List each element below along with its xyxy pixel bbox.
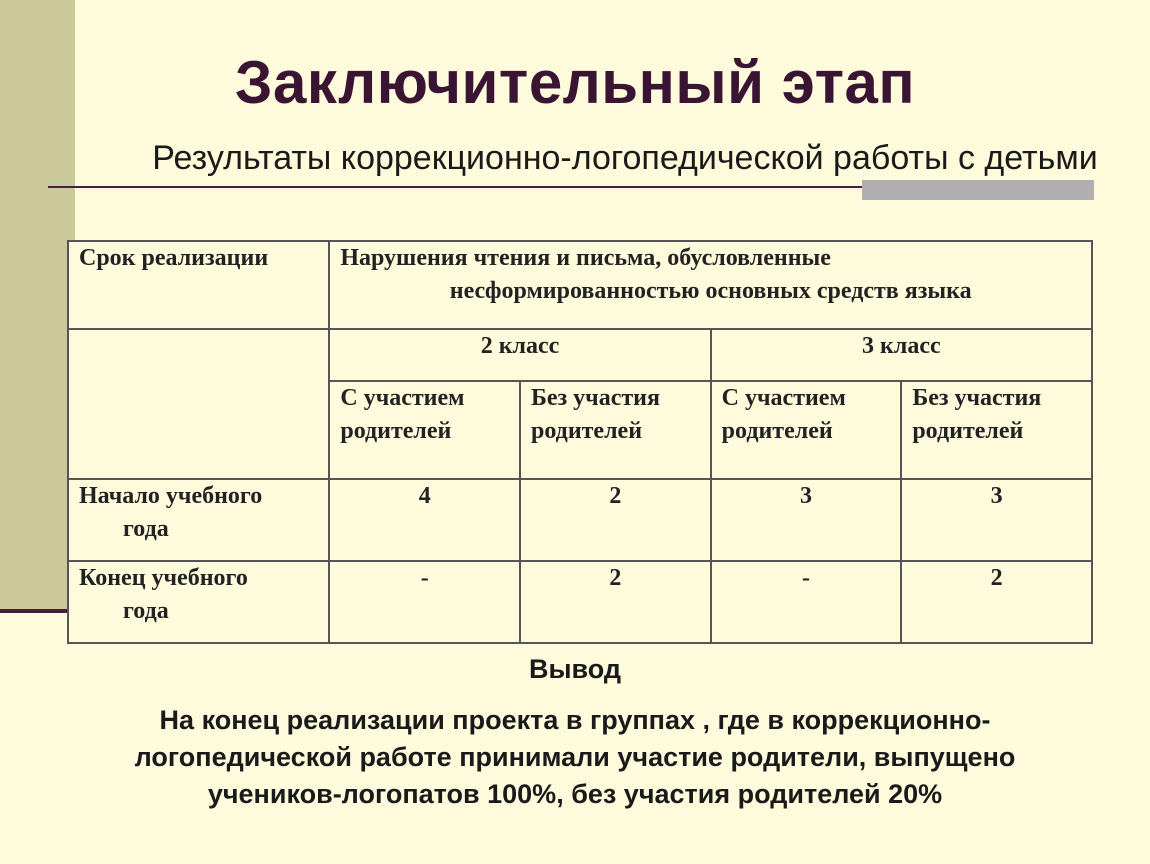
row-label-line1: Начало учебного — [79, 483, 263, 509]
value-cell: 2 — [520, 561, 711, 643]
value-cell: 4 — [329, 479, 520, 561]
slide-subtitle: Результаты коррекционно-логопедической работы с детьми — [152, 139, 1098, 177]
subcolumn-cell — [520, 381, 711, 479]
grade-3-cell: 3 класс — [711, 329, 1092, 381]
subcolumn-line2: родителей — [912, 418, 1024, 444]
title-divider-gray-bar — [862, 180, 1094, 200]
subcolumn-line2: родителей — [531, 418, 643, 444]
grade-2-cell: 2 класс — [329, 329, 710, 381]
row-label-cell — [68, 561, 329, 643]
subcolumn-line2: родителей — [721, 418, 833, 444]
subcolumn-line2: родителей — [340, 418, 452, 444]
table-row — [68, 479, 1092, 561]
subcolumn-cell — [329, 381, 520, 479]
results-table — [67, 240, 1093, 644]
header-main-line2: несформированностью основных средств языка — [449, 278, 972, 304]
row-label-line1: Конец учебного — [79, 565, 248, 591]
row-label-line2: года — [123, 598, 169, 624]
empty-period-cell — [68, 329, 329, 479]
table-header-row — [68, 241, 1092, 329]
subcolumn-cell — [711, 381, 902, 479]
value-cell: 2 — [901, 561, 1092, 643]
value-cell: - — [329, 561, 520, 643]
value-cell: - — [711, 561, 902, 643]
title-divider-line — [48, 186, 908, 188]
header-main-cell — [329, 241, 1092, 329]
table-row — [68, 561, 1092, 643]
slide-title: Заключительный этап — [234, 49, 916, 116]
subcolumn-line1: С участием — [721, 385, 846, 411]
grade-row — [68, 329, 1092, 381]
subcolumn-line1: Без участия — [531, 385, 660, 411]
conclusion-text: На конец реализации проекта в группах , где в коррекционно-логопедической работе принимали участие родители, выпущено учеников-логопатов 100%, без участия родителей 20% — [134, 705, 1016, 809]
header-period-cell: Срок реализации — [68, 241, 329, 329]
value-cell: 2 — [520, 479, 711, 561]
left-bar-underline — [0, 609, 75, 613]
row-label-cell — [68, 479, 329, 561]
subcolumn-line1: Без участия — [912, 385, 1042, 411]
value-cell: 3 — [901, 479, 1092, 561]
subcolumn-line1: С участием — [340, 385, 465, 411]
conclusion-title: Вывод — [528, 654, 622, 684]
header-main-line1: Нарушения чтения и письма, обусловленные — [340, 245, 831, 271]
value-cell: 3 — [711, 479, 902, 561]
subcolumn-cell — [901, 381, 1092, 479]
row-label-line2: года — [123, 516, 169, 542]
